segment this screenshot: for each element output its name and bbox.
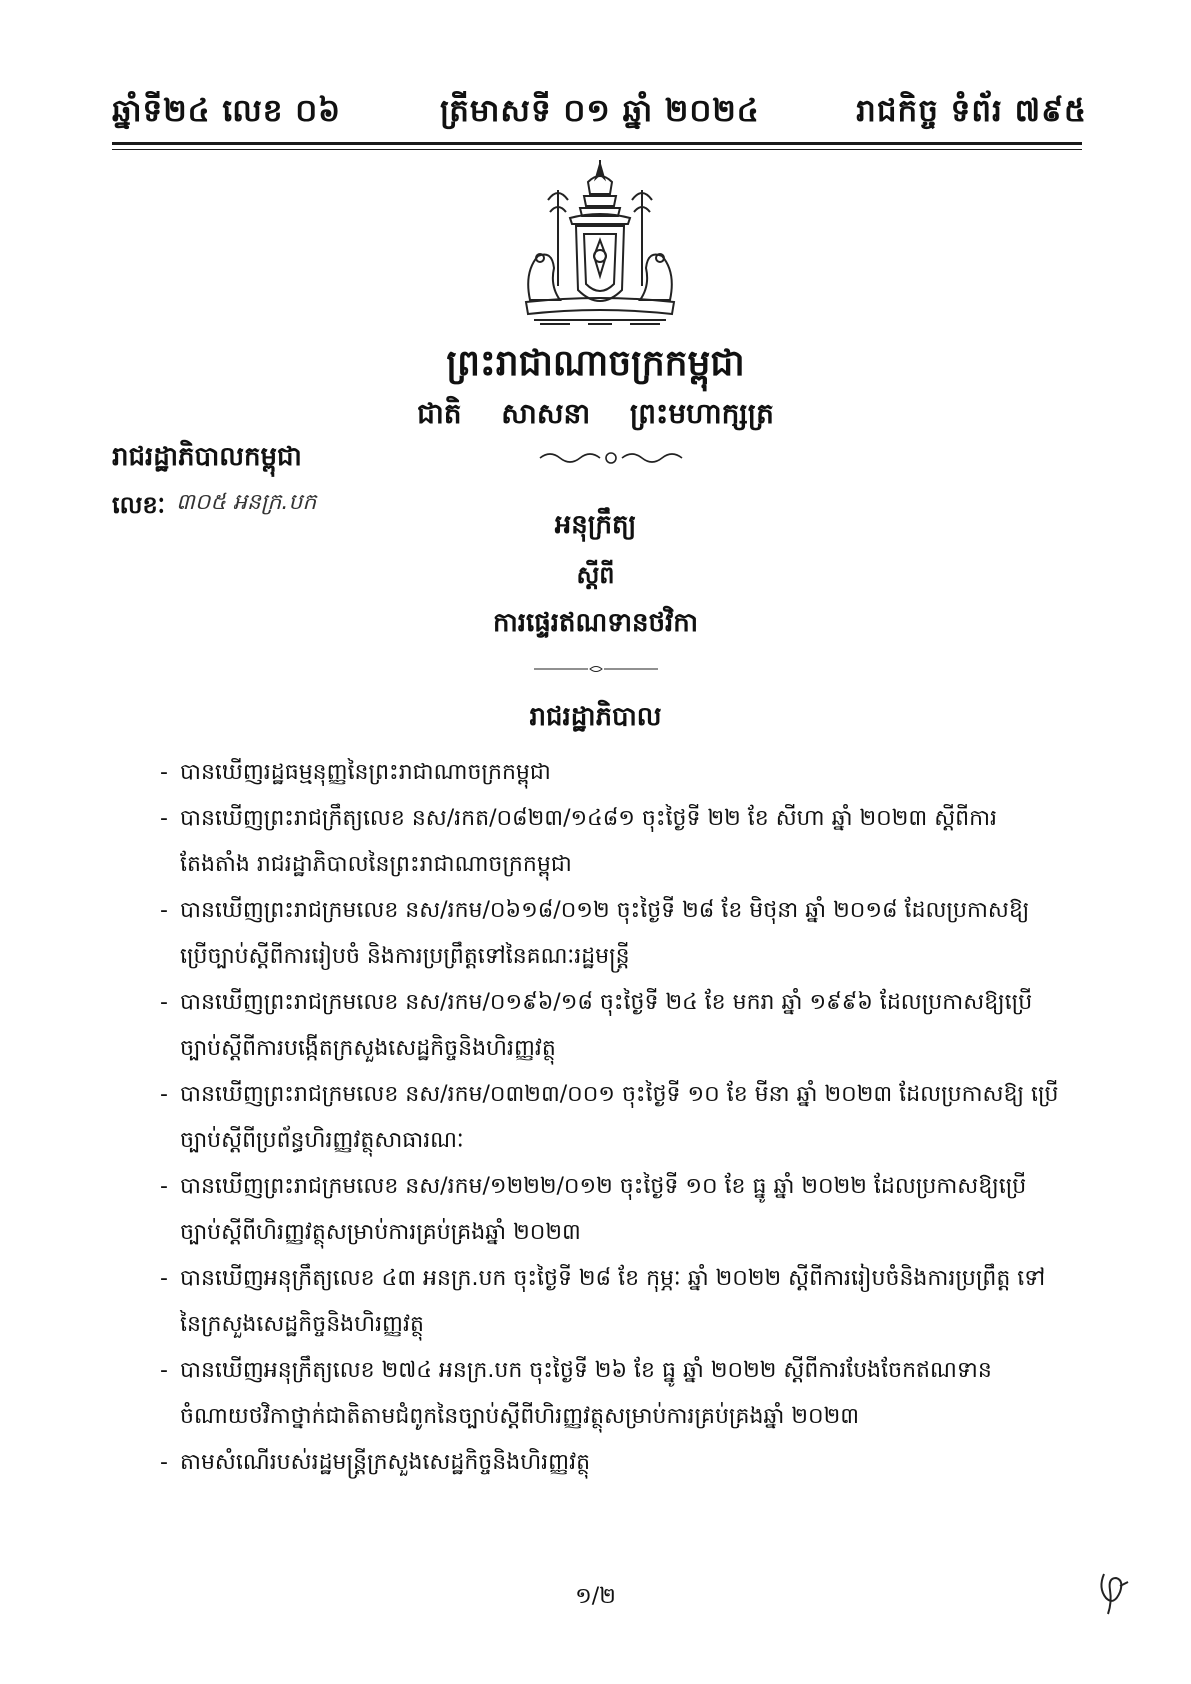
preamble-item — [160, 1348, 1060, 1440]
bullet-dash: - — [160, 990, 168, 1015]
preamble-item — [160, 888, 1060, 980]
preamble-item — [160, 1164, 1060, 1256]
bullet-dash: - — [160, 1082, 168, 1107]
bullet-dash: - — [160, 898, 168, 923]
preamble-text: បានឃើញអនុក្រឹត្យលេខ ២៧៤ អនក្រ.បក ចុះថ្ងៃទី ២៦ ខែ ធ្នូ ឆ្នាំ ២០២២ ស្តីពីការបែងចែកឥណទាន ចំណាយថវិកាថ្នាក់ជាតិតាមជំពូកនៃច្បាប់ស្តីពីហិរញ្ញវត្ថុសម្រាប់ការគ្រប់គ្រងឆ្នាំ ២០២៣ — [180, 1358, 992, 1429]
preamble-text: បានឃើញព្រះរាជក្រមលេខ នស/រកម/០៦១៨/០១២ ចុះថ្ងៃទី ២៨ ខែ មិថុនា ឆ្នាំ ២០១៨ ដែលប្រកាសឱ្យ ប្រើច្បាប់ស្តីពីការរៀបចំ និងការប្រព្រឹត្តទៅនៃគណៈរដ្ឋមន្ត្រី — [180, 898, 1030, 969]
bullet-dash: - — [160, 806, 168, 831]
bullet-dash: - — [160, 1358, 168, 1383]
separator-ornament-icon — [534, 664, 658, 674]
preamble-item — [160, 1072, 1060, 1164]
preamble-text: បានឃើញរដ្ឋធម្មនុញ្ញនៃព្រះរាជាណាចក្រកម្ពុជា — [180, 760, 551, 785]
gazette-quarter: ត្រីមាសទី ០១ ឆ្នាំ ២០២៤ — [440, 93, 760, 129]
national-motto: ជាតិ សាសនា ព្រះមហាក្សត្រ — [417, 397, 774, 430]
kingdom-name: ព្រះរាជាណាចក្រកម្ពុជា — [446, 343, 745, 384]
document-type: អនុក្រឹត្យ — [554, 510, 637, 540]
preamble-item — [160, 1256, 1060, 1348]
bullet-dash: - — [160, 1266, 168, 1291]
bullet-dash: - — [160, 1450, 168, 1475]
preamble-text: បានឃើញព្រះរាជក្រមលេខ នស/រកម/០១៩៦/១៨ ចុះថ្ងៃទី ២៤ ខែ មករា ឆ្នាំ ១៩៩៦ ដែលប្រកាសឱ្យប្រើ ច្បាប់ស្តីពីការបង្កើតក្រសួងសេដ្ឋកិច្ចនិងហិរញ្ញវត្ថុ — [180, 990, 1033, 1061]
preamble-item — [160, 796, 1060, 888]
preamble-text: បានឃើញព្រះរាជក្រមលេខ នស/រកម/១២២២/០១២ ចុះថ្ងៃទី ១០ ខែ ធ្នូ ឆ្នាំ ២០២២ ដែលប្រកាសឱ្យប្រើ ច្បាប់ស្តីពីហិរញ្ញវត្ថុសម្រាប់ការគ្រប់គ្រងឆ្នាំ ២០២៣ — [180, 1174, 1027, 1245]
preamble-text: តាមសំណើរបស់រដ្ឋមន្ត្រីក្រសួងសេដ្ឋកិច្ចនិងហិរញ្ញវត្ថុ — [180, 1450, 591, 1475]
issuing-agency: រាជរដ្ឋាភិបាលកម្ពុជា — [112, 442, 302, 472]
royal-coat-of-arms-icon — [510, 160, 690, 340]
preamble-item — [160, 1440, 1060, 1486]
gazette-page: រាជកិច្ច ទំព័រ ៧៩៥ — [856, 93, 1087, 129]
document-subject: ការផ្ទេរឥណទានថវិកា — [492, 608, 699, 638]
bullet-dash: - — [160, 1174, 168, 1199]
body-title: រាជរដ្ឋាភិបាល — [529, 702, 662, 732]
ornament-divider-icon — [536, 448, 686, 468]
preamble-text: បានឃើញព្រះរាជក្រឹត្យលេខ នស/រកត/០៨២៣/១៤៨១ ចុះថ្ងៃទី ២២ ខែ សីហា ឆ្នាំ ២០២៣ ស្តីពីការតែងតាំង រាជរដ្ឋាភិបាលនៃព្រះរាជាណាចក្រកម្ពុជា — [180, 806, 998, 877]
preamble-item — [160, 750, 1060, 796]
preamble-list — [160, 750, 1060, 1486]
preamble-item — [160, 980, 1060, 1072]
preamble-text: បានឃើញព្រះរាជក្រមលេខ នស/រកម/០៣២៣/០០១ ចុះថ្ងៃទី ១០ ខែ មីនា ឆ្នាំ ២០២៣ ដែលប្រកាសឱ្យ ប្រើច្បាប់ស្តីពីប្រព័ន្ធហិរញ្ញវត្ថុសាធារណៈ — [180, 1082, 1059, 1153]
preamble-text: បានឃើញអនុក្រឹត្យលេខ ៤៣ អនក្រ.បក ចុះថ្ងៃទី ២៨ ខែ កុម្ភៈ ឆ្នាំ ២០២២ ស្តីពីការរៀបចំនិងការប្រព្រឹត្ត ទៅនៃក្រសួងសេដ្ឋកិច្ចនិងហិរញ្ញវត្ថុ — [180, 1266, 1046, 1337]
page-number: ១/២ — [575, 1584, 616, 1609]
reference-number: ៣០៥ អនក្រ.បក — [176, 490, 317, 515]
bullet-dash: - — [160, 760, 168, 785]
header-rule-thin — [112, 149, 1082, 150]
gazette-year-issue: ឆ្នាំទី២៤ លេខ ០៦ — [112, 93, 342, 129]
header-rule — [112, 142, 1082, 145]
document-about: ស្តីពី — [576, 561, 615, 589]
initials-signature-icon — [1094, 1568, 1134, 1618]
reference-label: លេខៈ — [112, 491, 166, 519]
